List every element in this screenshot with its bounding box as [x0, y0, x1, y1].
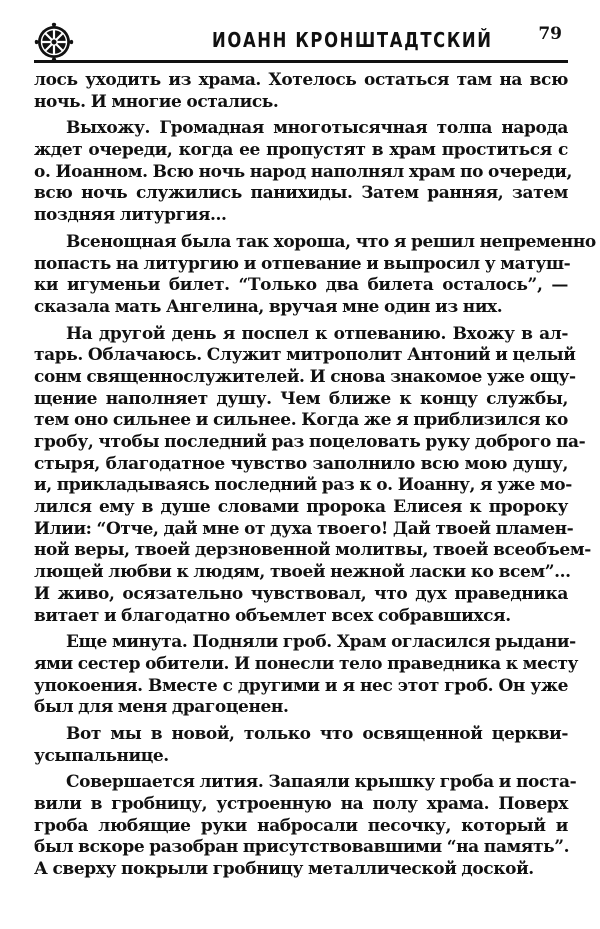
text-line: Всенощная была так хороша, что я решил непременно [66, 231, 596, 252]
paragraph [34, 323, 591, 628]
text-line: ждет очереди, когда ее пропустят в храм проститься с [34, 140, 568, 161]
text-line: А сверху покрыли гробницу металлической доской. [34, 859, 534, 880]
text-line: И живо, осязательно чувствовал, что дух праведника [34, 583, 568, 604]
text-line: ночь. И многие остались. [34, 91, 279, 112]
text-line: стыря, благодатное чувство заполнило всю мою душу, [34, 453, 568, 474]
page-number: 79 [538, 24, 562, 44]
text-line: сказала мать Ангелина, вручая мне один из них. [34, 296, 503, 317]
text-line: гробу, чтобы последний раз поцеловать руку доброго па- [34, 432, 586, 452]
text-line: На другой день я поспел к отпеванию. Вхожу в ал- [66, 323, 568, 344]
monogram-cross-ornament-icon [34, 22, 74, 62]
paragraph [34, 231, 596, 319]
text-line: лющей любви к людям, твоей нежной ласки ко всем”... [34, 562, 571, 583]
main-text [34, 70, 596, 886]
text-line: гроба любящие руки набросали песочку, который и [34, 815, 568, 836]
paragraph [34, 724, 568, 767]
text-line: лось уходить из храма. Хотелось остаться там на всю [34, 70, 568, 90]
text-line: был для меня драгоценен. [34, 697, 289, 718]
text-line: Еще минута. Подняли гроб. Храм огласился рыдани- [66, 632, 576, 653]
text-line: тарь. Облачаюсь. Служит митрополит Антоний и целый [34, 345, 576, 366]
running-title: ИОАНН КРОНШТАДТСКИЙ [212, 28, 493, 52]
paragraph [34, 118, 573, 226]
text-line: Совершается лития. Запаяли крышку гроба и поста- [66, 772, 577, 793]
text-line: о. Иоанном. Всю ночь народ наполнял храм по очереди, [34, 161, 573, 182]
text-line: щение наполняет душу. Чем ближе к концу службы, [34, 388, 568, 409]
paragraph [34, 632, 578, 719]
text-line: и, прикладываясь последний раз к о. Иоанну, я уже мо- [34, 475, 572, 496]
text-line: Вот мы в новой, только что освященной церкви- [66, 723, 568, 744]
paragraph [34, 772, 577, 880]
text-line: Илии: “Отче, дай мне от духа твоего! Дай твоей пламен- [34, 518, 574, 539]
text-line: поздняя литургия... [34, 205, 227, 226]
text-line: попасть на литургию и отпевание и выпросил у матуш- [34, 253, 571, 274]
header-rule [34, 60, 568, 63]
text-line: упокоения. Вместе с другими и я нес этот гроб. Он уже [34, 675, 568, 696]
text-line: вили в гробницу, устроенную на полу храма. Поверх [34, 794, 568, 814]
text-line: витает и благодатно объемлет всех собравшихся. [34, 605, 511, 626]
text-line: ной веры, твоей дерзновенной молитвы, твоей всеобъем- [34, 540, 591, 561]
text-line: ки игуменьи билет. “Только два билета осталось”, — [34, 275, 568, 296]
text-line: всю ночь служились панихиды. Затем ранняя, затем [34, 183, 568, 204]
text-line: сонм священнослужителей. И снова знакомое уже ощу- [34, 366, 576, 387]
text-line: тем оно сильнее и сильнее. Когда же я приблизился ко [34, 410, 568, 431]
paragraph [34, 70, 568, 113]
text-line: ями сестер обители. И понесли тело праведника к месту [34, 653, 578, 674]
text-line: Выхожу. Громадная многотысячная толпа народа [66, 118, 568, 139]
text-line: усыпальнице. [34, 745, 169, 766]
text-line: лился ему в душе словами пророка Елисея к пророку [34, 497, 568, 518]
text-line: был вскоре разобран присутствовавшими “на память”. [34, 837, 570, 858]
